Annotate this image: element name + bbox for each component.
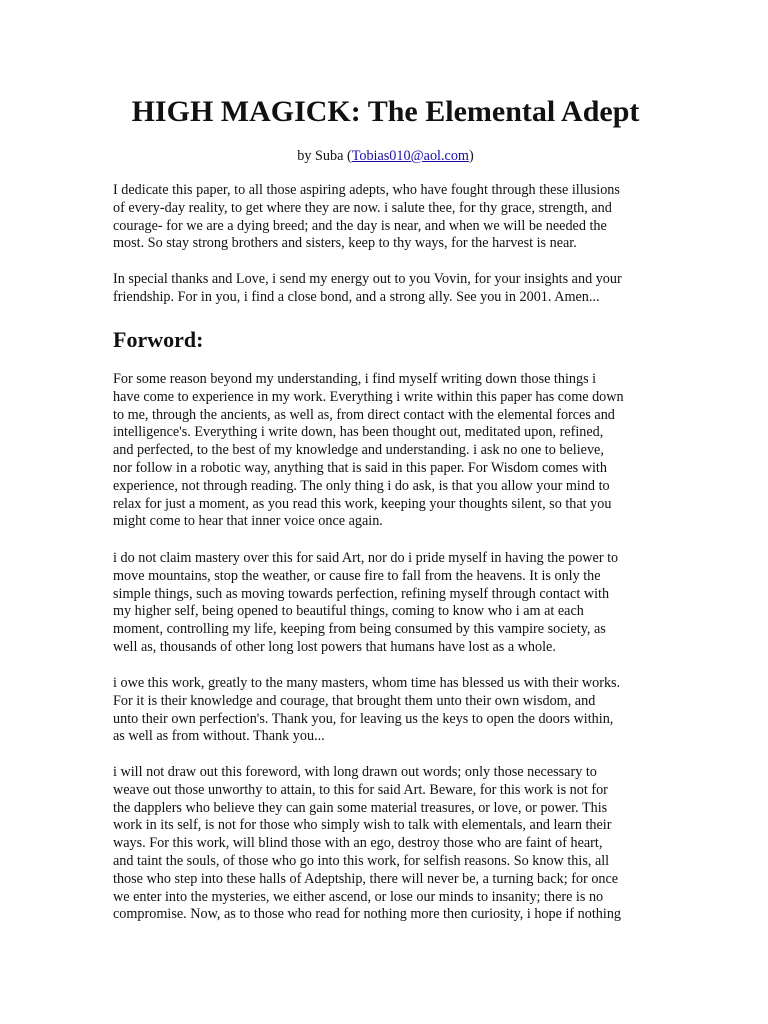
text-line: weave out those unworthy to attain, to this for said Art. Beware, for this work is not for	[113, 781, 608, 798]
text-line: i do not claim mastery over this for said Art, nor do i pride myself in having the power to	[113, 550, 619, 566]
text-line: and perfected, to the best of my knowledge and understanding. i ask no one to believe,	[113, 442, 604, 459]
text-line: experience, not through reading. The only thing i do ask, is that you allow your mind to	[113, 477, 610, 494]
foreword-paragraph-3	[113, 675, 658, 746]
text-line: to me, through the ancients, as well as, from direct contact with the elemental forces and	[113, 406, 615, 423]
section-heading-foreword: Forword:	[113, 327, 204, 352]
text-line: we enter into the mysteries, we either ascend, or lose our minds to insanity; there is no	[113, 888, 604, 905]
text-line: I dedicate this paper, to all those aspiring adepts, who have fought through these illusions	[113, 182, 620, 198]
text-line: courage- for we are a dying breed; and the day is near, and when we will be needed the	[113, 217, 607, 234]
text-line: those who step into these halls of Adeptship, there will never be, a turning back; for once	[113, 870, 619, 887]
text-line: my higher self, being opened to beautiful things, coming to know who i am at each	[113, 603, 584, 620]
text-line: move mountains, stop the weather, or cause fire to fall from the heavens. It is only the	[113, 567, 601, 584]
text-line: For it is their knowledge and courage, that brought them unto their own wisdom, and	[113, 692, 596, 709]
text-line: In special thanks and Love, i send my energy out to you Vovin, for your insights and your	[113, 271, 622, 287]
text-line: moment, controlling my life, keeping from being consumed by this vampire society, as	[113, 621, 606, 638]
document-title: HIGH MAGICK: The Elemental Adept	[131, 95, 640, 128]
dedication-paragraph-2	[113, 271, 658, 307]
text-line: i owe this work, greatly to the many masters, whom time has blessed us with their works.	[113, 675, 621, 691]
text-line: unto their own perfection's. Thank you, for leaving us the keys to open the doors within,	[113, 710, 614, 727]
text-line: might come to hear that inner voice once again.	[113, 513, 383, 530]
foreword-paragraph-1	[113, 371, 658, 531]
text-line: intelligence's. Everything i write down, has been thought out, meditated upon, refined,	[113, 424, 604, 441]
text-line: For some reason beyond my understanding, i find myself writing down those things i	[113, 371, 597, 387]
text-line: most. So stay strong brothers and sisters, keep to thy ways, for the harvest is near.	[113, 235, 577, 252]
text-line: and taint the souls, of those who go into this work, for selfish reasons. So know this, all	[113, 852, 610, 869]
text-line: compromise. Now, as to those who read for nothing more then curiosity, i hope if nothing	[113, 906, 622, 923]
text-line: nor follow in a robotic way, anything that is said in this paper. For Wisdom comes with	[113, 459, 607, 476]
text-line: of every-day reality, to get where they are now. i salute thee, for thy grace, strength, and	[113, 199, 612, 216]
byline-prefix: by Suba (	[297, 148, 352, 164]
text-line: have come to experience in my work. Everything i write within this paper has come down	[113, 388, 624, 405]
text-line: simple things, such as moving towards perfection, refining myself through contact with	[113, 585, 610, 602]
text-line: relax for just a moment, as you read this work, keeping your thoughts silent, so that you	[113, 495, 612, 512]
foreword-paragraph-2	[113, 550, 658, 657]
dedication-paragraph-1	[113, 182, 658, 253]
text-line: well as, thousands of other long lost powers that humans have lost as a whole.	[113, 638, 556, 655]
author-email-link[interactable]: Tobias010@aol.com	[351, 148, 469, 164]
foreword-paragraph-4	[113, 764, 658, 924]
text-line: as well as from without. Thank you...	[113, 728, 325, 745]
text-line: the dapplers who believe they can gain some material treasures, or love, or power. This	[113, 799, 608, 816]
byline	[113, 147, 658, 165]
text-line: i will not draw out this foreword, with long drawn out words; only those necessary to	[113, 764, 597, 780]
byline-suffix: )	[468, 148, 474, 164]
text-line: friendship. For in you, i find a close bond, and a strong ally. See you in 2001. Amen...	[113, 288, 600, 305]
text-line: work in its self, is not for those who simply wish to talk with elementals, and learn their	[113, 817, 612, 834]
text-line: ways. For this work, will blind those with an ego, destroy those who are faint of heart,	[113, 835, 603, 852]
